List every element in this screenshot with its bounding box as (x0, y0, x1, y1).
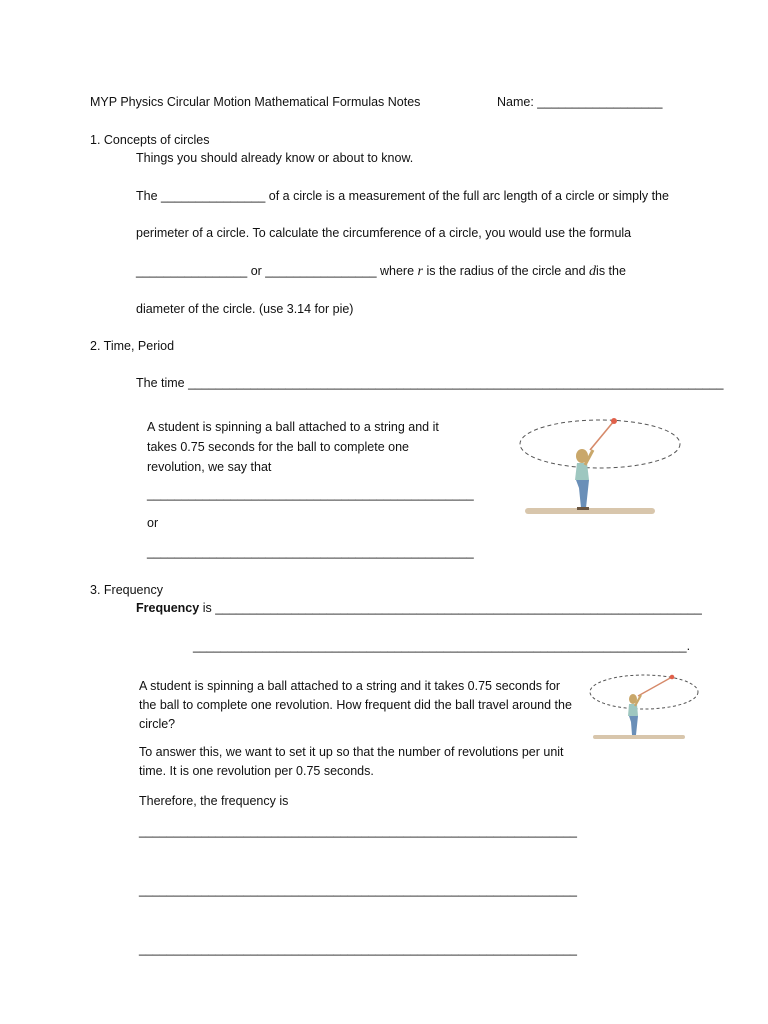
period-blank-1[interactable]: _______________________________________________ (147, 487, 474, 501)
var-r: r (417, 264, 423, 279)
name-field[interactable] (497, 94, 662, 110)
text-is: is (199, 601, 216, 615)
section-3-heading: 3. Frequency (90, 583, 163, 597)
blank-time-definition[interactable]: _____________________________________________________________________________ (188, 376, 724, 390)
section-1-line-4: diameter of the circle. (use 3.14 for pie) (136, 302, 354, 316)
text-the: The (136, 189, 162, 203)
spinning-ball-illustration (515, 410, 685, 520)
name-blank[interactable]: __________________ (537, 95, 663, 109)
frequency-definition-line-2 (193, 638, 690, 654)
frequency-blank-2[interactable]: _______________________________________________________________ (139, 883, 577, 897)
text-where: where (376, 264, 418, 278)
name-label: Name: (497, 95, 538, 109)
period-example-text: A student is spinning a ball attached to a string and it takes 0.75 seconds for the ball to complete one revolution, we say that (147, 420, 439, 474)
text-circumference-def: of a circle is a measurement of the full arc length of a circle or simply the (265, 189, 669, 203)
frequency-term: Frequency (136, 601, 200, 615)
text-or: or (247, 264, 266, 278)
period-blank-2[interactable]: _______________________________________________ (147, 545, 474, 559)
section-1-line-3 (136, 263, 626, 280)
section-1-heading: 1. Concepts of circles (90, 133, 210, 147)
frequency-example-text: A student is spinning a ball attached to a string and it takes 0.75 seconds for the ball to complete one revolution. How frequent did the ball travel around the circle? (139, 679, 572, 731)
section-2-heading: 2. Time, Period (90, 339, 175, 353)
frequency-blank-3[interactable]: _______________________________________________________________ (139, 942, 577, 956)
section-1-line-1 (136, 188, 669, 204)
frequency-definition-line (136, 600, 702, 616)
blank-formula-2[interactable]: ________________ (265, 264, 377, 278)
period-or: or (147, 516, 159, 530)
spinning-ball-illustration-small (588, 668, 703, 744)
section-1-intro: Things you should already know or about to know. (136, 151, 414, 165)
frequency-therefore: Therefore, the frequency is (139, 794, 289, 808)
text-is-the: is the (596, 264, 626, 278)
document-title: MYP Physics Circular Motion Mathematical Formulas Notes (90, 95, 421, 109)
blank-formula-1[interactable]: ________________ (136, 264, 248, 278)
section-1-line-2: perimeter of a circle. To calculate the circumference of a circle, you would use the formula (136, 226, 632, 240)
blank-circumference[interactable]: _______________ (161, 189, 266, 203)
blank-frequency-definition-2[interactable]: _______________________________________________________________________ (193, 639, 687, 653)
text-period: . (686, 639, 691, 653)
var-d: d (589, 264, 597, 279)
time-definition-line (136, 375, 723, 391)
text-radius: is the radius of the circle and (422, 264, 590, 278)
frequency-answer-intro: To answer this, we want to set it up so that the number of revolutions per unit time. It is one revolution per 0.75 seconds. (139, 745, 564, 778)
frequency-blank-1[interactable]: _______________________________________________________________ (139, 824, 577, 838)
text-the-time: The time (136, 376, 189, 390)
blank-frequency-definition[interactable]: ______________________________________________________________________ (215, 601, 702, 615)
